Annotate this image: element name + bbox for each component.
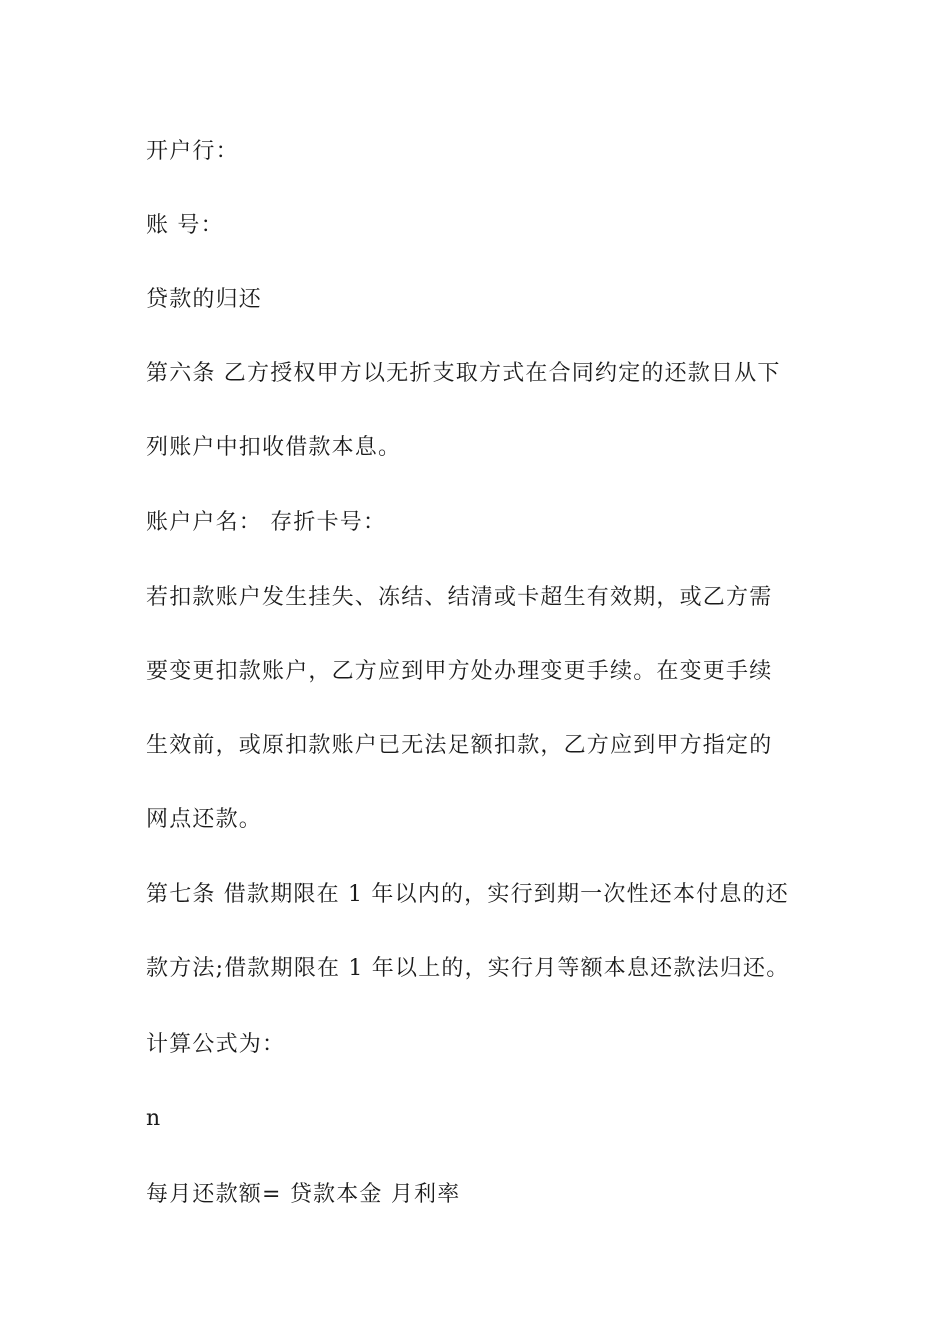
paragraph-line-1: 若扣款账户发生挂失、冻结、结清或卡超生有效期，或乙方需 <box>146 585 773 610</box>
article-six-line-1: 第六条 乙方授权甲方以无折支取方式在合同约定的还款日从下 <box>146 361 781 386</box>
paragraph-line-2: 要变更扣款账户，乙方应到甲方处办理变更手续。在变更手续 <box>146 659 773 684</box>
account-number-label: 账 号： <box>146 213 224 238</box>
formula-exponent-n: n <box>146 1106 162 1131</box>
article-seven-line-2: 款方法;借款期限在 1 年以上的，实行月等额本息还款法归还。 <box>146 956 790 981</box>
paragraph-line-4: 网点还款。 <box>146 807 263 832</box>
article-six-line-2: 列账户中扣收借款本息。 <box>146 435 402 460</box>
formula-monthly-payment: 每月还款额= 贷款本金 月利率 <box>146 1182 461 1207</box>
account-name-card-number-label: 账户户名： 存折卡号： <box>146 510 387 535</box>
section-heading-loan-repayment: 贷款的归还 <box>146 287 263 312</box>
bank-label: 开户行： <box>146 139 239 164</box>
paragraph-line-3: 生效前，或原扣款账户已无法足额扣款，乙方应到甲方指定的 <box>146 733 773 758</box>
formula-intro: 计算公式为： <box>146 1032 286 1057</box>
article-seven-line-1: 第七条 借款期限在 1 年以内的，实行到期一次性还本付息的还 <box>146 882 789 907</box>
